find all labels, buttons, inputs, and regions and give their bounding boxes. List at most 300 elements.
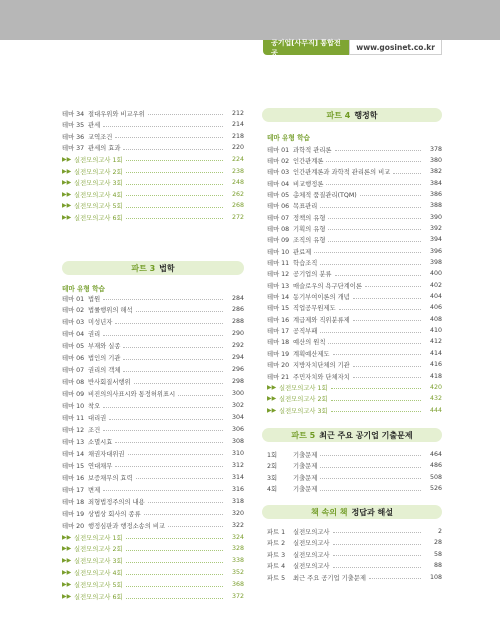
entry-title: 비교행정론 — [293, 180, 324, 188]
entry-leader — [320, 332, 421, 333]
entry-leader — [328, 241, 421, 242]
entry-leader — [365, 286, 421, 287]
entry-page: 412 — [429, 338, 442, 346]
toc-entry — [267, 269, 442, 279]
entry-code: 테마 36 — [62, 133, 85, 141]
toc-entry — [267, 246, 442, 256]
entry-title: 부재와 실종 — [88, 343, 121, 351]
entry-code: 테마 16 — [267, 316, 290, 324]
entry-page: 322 — [231, 521, 244, 529]
entry-leader — [126, 195, 223, 196]
mock-exam-entry — [62, 580, 244, 590]
entry-page: 464 — [429, 450, 442, 458]
toc-entry — [62, 424, 244, 434]
entry-code: ▶▶ — [62, 202, 72, 210]
entry-code: ▶▶ — [62, 569, 72, 577]
entry-page: 310 — [231, 449, 244, 457]
entry-code: 테마 08 — [267, 225, 290, 233]
entry-title: 교역조건 — [88, 133, 113, 141]
entry-title: 관세의 효과 — [88, 145, 121, 153]
entry-page: 284 — [231, 294, 244, 302]
entry-leader — [123, 371, 223, 372]
toc-entry — [62, 520, 244, 530]
entry-page: 420 — [429, 383, 442, 391]
entry-title: 기출문제 — [293, 474, 318, 482]
entry-page: 248 — [231, 179, 244, 187]
entry-page: 108 — [429, 573, 442, 581]
entry-title: 조직의 유형 — [293, 237, 326, 245]
entry-leader — [178, 395, 223, 396]
entry-title: 죄형법정주의의 내용 — [88, 498, 145, 506]
entry-page: 404 — [429, 293, 442, 301]
entry-code: 테마 11 — [267, 260, 290, 267]
entry-title: 관료제 — [293, 248, 312, 256]
entry-code: 파트 4 — [267, 563, 286, 570]
entry-code: 테마 02 — [62, 307, 85, 315]
entry-code: 테마 20 — [62, 522, 85, 530]
toc-entry — [267, 235, 442, 245]
toc-entry — [62, 329, 244, 339]
entry-leader — [126, 586, 223, 587]
entry-leader — [328, 218, 421, 219]
entry-title: 대리권 — [88, 415, 107, 422]
entry-page: 302 — [231, 402, 244, 410]
entry-leader — [148, 502, 223, 503]
entry-title: 권리의 객체 — [88, 367, 121, 375]
part5-heading: 파트 5 최근 주요 공기업 기출문제 — [262, 428, 442, 442]
toc-entry — [62, 484, 244, 494]
entry-page: 294 — [231, 354, 244, 362]
entry-code: 테마 12 — [62, 426, 85, 434]
header-badge — [263, 40, 442, 55]
toc-entry — [62, 131, 244, 141]
entry-title: 실전모의고사 1회 — [279, 384, 328, 392]
entry-leader — [320, 490, 421, 491]
entry-page: 212 — [231, 109, 244, 117]
entry-title: 최근 주요 공기업 기출문제 — [293, 574, 366, 582]
entry-title: 연대채무 — [88, 462, 113, 470]
entry-leader — [360, 195, 421, 196]
toc-entry — [62, 496, 244, 506]
entry-leader — [339, 309, 421, 310]
entry-title: 주민자치와 단체자치 — [293, 373, 350, 381]
entry-page: 272 — [231, 213, 244, 221]
entry-code: 테마 18 — [267, 339, 290, 347]
toc-entry — [267, 360, 442, 370]
toc-entry — [267, 484, 442, 494]
mock-exam-entry — [62, 189, 244, 199]
entry-title: 공직부패 — [293, 328, 318, 336]
entry-leader — [103, 335, 223, 336]
entry-title: 실전모의고사 — [293, 540, 330, 547]
entry-code: 테마 20 — [267, 362, 290, 370]
entry-page: 262 — [231, 190, 244, 198]
entry-title: 목표관리 — [293, 203, 318, 211]
entry-title: 채권자대위권 — [88, 450, 125, 458]
entry-code: 테마 14 — [62, 450, 85, 458]
toc-entry — [267, 461, 442, 471]
entry-leader — [333, 544, 422, 545]
toc-entry — [267, 572, 442, 582]
entry-page: 418 — [429, 372, 442, 380]
mock-exam-entry — [267, 394, 442, 404]
mock-exam-entry — [62, 201, 244, 211]
entry-page: 304 — [231, 414, 244, 421]
entry-title: 반사회질서행위 — [88, 379, 131, 387]
entry-leader — [148, 114, 223, 115]
entry-leader — [103, 126, 223, 127]
mock-exam-entry — [62, 592, 244, 602]
entry-leader — [168, 526, 223, 527]
entry-page: 290 — [231, 330, 244, 338]
entry-leader — [331, 411, 421, 412]
entry-title: 실전모의고사 3회 — [74, 180, 123, 188]
entry-code: 테마 03 — [62, 319, 85, 327]
top-band — [0, 0, 500, 40]
entry-leader — [109, 419, 223, 420]
entry-page: 526 — [429, 485, 442, 492]
entry-code: 테마 07 — [62, 367, 85, 375]
entry-code: ▶▶ — [62, 190, 72, 198]
entry-title: 실전모의고사 — [293, 528, 330, 536]
entry-leader — [128, 454, 224, 455]
entry-leader — [320, 467, 421, 468]
entry-code: 테마 03 — [267, 169, 290, 177]
toc-entry — [267, 201, 442, 211]
part4-subheading: 테마 유형 학습 — [267, 134, 310, 142]
answers-heading: 책 속의 책 정답과 해설 — [262, 505, 442, 519]
entry-page: 268 — [231, 202, 244, 210]
entry-leader — [126, 207, 223, 208]
entry-page: 398 — [429, 259, 442, 266]
entry-leader — [353, 298, 421, 299]
toc-entry — [62, 120, 244, 130]
entry-title: 기출문제 — [293, 486, 318, 493]
entry-leader — [369, 578, 421, 579]
entry-title: 절대우위와 비교우위 — [88, 110, 145, 118]
entry-page: 400 — [429, 270, 442, 278]
entry-code: 3회 — [267, 474, 278, 482]
entry-code: 테마 10 — [267, 248, 290, 256]
entry-leader — [333, 555, 422, 556]
entry-title: 실전모의고사 2회 — [279, 396, 328, 404]
entry-leader — [353, 320, 421, 321]
entry-code: 파트 5 — [267, 574, 286, 582]
entry-page: 214 — [231, 121, 244, 129]
toc-entry — [62, 377, 244, 387]
entry-leader — [103, 299, 223, 300]
entry-title: 법원 — [88, 295, 101, 303]
entry-title: 실전모의고사 — [293, 563, 330, 570]
entry-page: 368 — [231, 581, 244, 589]
mock-exam-entry — [62, 212, 244, 222]
entry-code: 테마 35 — [62, 122, 85, 130]
toc-entry — [267, 348, 442, 358]
entry-page: 58 — [433, 550, 442, 558]
entry-title: 실전모의고사 5회 — [74, 203, 123, 211]
entry-code: 테마 19 — [267, 350, 290, 358]
entry-leader — [328, 229, 421, 230]
entry-leader — [320, 207, 421, 208]
toc-entry — [267, 167, 442, 177]
entry-leader — [335, 275, 422, 276]
entry-leader — [126, 550, 223, 551]
entry-code: ▶▶ — [62, 167, 72, 175]
entry-page: 286 — [231, 306, 244, 314]
entry-leader — [353, 377, 421, 378]
entry-title: 조건 — [88, 426, 101, 434]
entry-code: 테마 34 — [62, 110, 85, 118]
entry-title: 실전모의고사 3회 — [74, 558, 123, 566]
entry-title: 총체적 품질관리(TQM) — [293, 191, 357, 199]
entry-page: 352 — [231, 569, 244, 577]
entry-code: 테마 05 — [62, 343, 85, 351]
entry-leader — [136, 478, 223, 479]
toc-entry — [267, 561, 442, 571]
entry-title: 실전모의고사 1회 — [74, 156, 123, 164]
entry-leader — [126, 184, 223, 185]
toc-entry — [62, 293, 244, 303]
toc-entry — [62, 389, 244, 399]
entry-leader — [103, 490, 223, 491]
entry-leader — [393, 173, 421, 174]
entry-code: 테마 37 — [62, 145, 85, 153]
entry-page: 28 — [433, 539, 442, 546]
entry-leader — [123, 149, 223, 150]
entry-leader — [144, 514, 223, 515]
entry-page: 220 — [231, 144, 244, 152]
entry-code: 테마 01 — [62, 295, 85, 303]
entry-page: 328 — [231, 545, 244, 553]
entry-page: 402 — [429, 281, 442, 289]
toc-entry — [267, 371, 442, 381]
toc-entry — [267, 178, 442, 188]
entry-page: 88 — [433, 562, 442, 569]
toc-entry — [267, 538, 442, 548]
entry-leader — [103, 407, 223, 408]
entry-title: 공기업의 분류 — [293, 271, 332, 279]
entry-code: 테마 17 — [62, 486, 85, 494]
entry-code: 파트 2 — [267, 540, 286, 547]
entry-page: 372 — [231, 593, 244, 601]
entry-title: 직업공무원제도 — [293, 305, 336, 313]
entry-title: 실전모의고사 4회 — [74, 570, 123, 578]
entry-title: 변제 — [88, 486, 101, 494]
entry-code: 테마 04 — [62, 331, 85, 339]
entry-leader — [115, 442, 223, 443]
entry-page: 392 — [429, 224, 442, 232]
entry-code: 테마 13 — [62, 438, 85, 446]
entry-code: ▶▶ — [62, 581, 72, 589]
entry-page: 410 — [429, 327, 442, 335]
entry-code: ▶▶ — [62, 545, 72, 553]
entry-leader — [126, 598, 223, 599]
entry-page: 432 — [429, 395, 442, 403]
toc-entry — [62, 460, 244, 470]
toc-entry — [62, 472, 244, 482]
entry-page: 390 — [429, 213, 442, 221]
entry-title: 기출문제 — [293, 451, 318, 459]
entry-page: 2 — [437, 527, 442, 535]
entry-leader — [353, 366, 421, 367]
mock-exam-entry — [267, 405, 442, 415]
entry-title: 기획의 유형 — [293, 225, 326, 233]
entry-title: 인간관계론 — [293, 157, 324, 165]
entry-code: 테마 15 — [62, 462, 85, 470]
entry-title: 과학적 관리론 — [293, 146, 332, 154]
entry-code: 테마 13 — [267, 282, 290, 290]
entry-code: 테마 10 — [62, 403, 85, 411]
mock-exam-entry — [62, 166, 244, 176]
entry-title: 비진의의사표시와 통정허위표시 — [88, 391, 176, 399]
entry-code: 파트 1 — [267, 528, 286, 536]
entry-code: ▶▶ — [62, 557, 72, 565]
toc-entry — [267, 472, 442, 482]
entry-leader — [328, 343, 421, 344]
mock-exam-entry — [62, 568, 244, 578]
entry-title: 보증채무의 효력 — [88, 474, 133, 482]
entry-page: 296 — [231, 366, 244, 374]
entry-code: 테마 07 — [267, 214, 290, 222]
entry-page: 416 — [429, 361, 442, 369]
entry-page: 338 — [231, 557, 244, 565]
entry-leader — [126, 172, 223, 173]
entry-code: ▶▶ — [62, 533, 72, 541]
toc-entry — [267, 449, 442, 459]
toc-entry — [62, 353, 244, 363]
entry-title: 실전모의고사 3회 — [279, 407, 328, 415]
toc-entry — [267, 314, 442, 324]
entry-title: 소멸시효 — [88, 438, 113, 446]
toc-entry — [267, 280, 442, 290]
entry-page: 318 — [231, 497, 244, 505]
entry-leader — [126, 562, 223, 563]
entry-leader — [115, 323, 223, 324]
entry-code: 파트 3 — [267, 551, 286, 559]
entry-page: 314 — [231, 473, 244, 481]
entry-page: 308 — [231, 437, 244, 445]
toc-entry — [267, 258, 442, 268]
entry-leader — [320, 455, 421, 456]
entry-page: 300 — [231, 390, 244, 398]
entry-leader — [335, 150, 422, 151]
entry-leader — [126, 574, 223, 575]
entry-leader — [331, 400, 421, 401]
entry-code: 테마 01 — [267, 146, 290, 154]
entry-leader — [326, 161, 421, 162]
toc-entry — [62, 413, 244, 423]
book-label: 공기업[사무직] 통합전공 — [263, 40, 349, 55]
entry-page: 378 — [429, 145, 442, 153]
entry-code: 2회 — [267, 463, 278, 470]
entry-code: 테마 02 — [267, 157, 290, 165]
entry-page: 394 — [429, 236, 442, 244]
entry-code: ▶▶ — [62, 155, 72, 163]
entry-leader — [134, 383, 223, 384]
entry-title: 매슬로우의 욕구단계이론 — [293, 282, 362, 290]
entry-title: 상법상 회사의 종류 — [88, 510, 141, 518]
entry-page: 218 — [231, 132, 244, 140]
entry-code: 테마 06 — [62, 355, 85, 363]
entry-leader — [320, 478, 421, 479]
entry-code: 테마 21 — [267, 373, 290, 381]
entry-page: 388 — [429, 202, 442, 210]
entry-leader — [331, 388, 421, 389]
entry-code: ▶▶ — [267, 395, 277, 403]
entry-page: 396 — [429, 247, 442, 255]
toc-entry — [267, 144, 442, 154]
entry-title: 실전모의고사 6회 — [74, 214, 123, 222]
entry-page: 288 — [231, 318, 244, 326]
part4-heading: 파트 4 행정학 — [262, 108, 442, 122]
toc-entry — [62, 401, 244, 411]
entry-page: 238 — [231, 167, 244, 175]
entry-title: 법인의 기관 — [88, 355, 121, 363]
toc-entry — [62, 143, 244, 153]
toc-entry — [62, 317, 244, 327]
entry-code: 테마 14 — [267, 294, 290, 302]
entry-code: 테마 18 — [62, 498, 85, 506]
toc-entry — [62, 108, 244, 118]
entry-leader — [136, 311, 223, 312]
entry-page: 384 — [429, 179, 442, 187]
entry-page: 406 — [429, 304, 442, 312]
entry-code: 테마 09 — [62, 391, 85, 399]
entry-page: 224 — [231, 155, 244, 163]
entry-page: 508 — [429, 473, 442, 481]
entry-code: 테마 11 — [62, 415, 85, 422]
entry-title: 예산의 원칙 — [293, 339, 326, 347]
toc-entry — [62, 436, 244, 446]
toc-entry — [267, 155, 442, 165]
toc-entry — [267, 223, 442, 233]
site-url: www.gosinet.co.kr — [349, 40, 442, 55]
entry-title: 기출문제 — [293, 463, 318, 470]
entry-code: 테마 19 — [62, 510, 85, 518]
entry-code: 테마 04 — [267, 180, 290, 188]
toc-entry — [62, 365, 244, 375]
entry-title: 법률행위의 해석 — [88, 307, 133, 315]
toc-entry — [267, 189, 442, 199]
entry-title: 관세 — [88, 122, 101, 130]
entry-page: 312 — [231, 461, 244, 469]
entry-leader — [115, 137, 223, 138]
entry-leader — [333, 354, 422, 355]
entry-code: 테마 12 — [267, 271, 290, 279]
entry-code: 테마 08 — [62, 379, 85, 387]
mock-exam-entry — [62, 556, 244, 566]
entry-leader — [123, 359, 223, 360]
entry-title: 착오 — [88, 403, 101, 411]
entry-page: 306 — [231, 425, 244, 433]
mock-exam-entry — [62, 532, 244, 542]
entry-page: 414 — [429, 349, 442, 357]
entry-title: 정책의 유형 — [293, 214, 326, 222]
toc-entry — [62, 305, 244, 315]
entry-code: 1회 — [267, 451, 278, 459]
entry-code: 테마 05 — [267, 191, 290, 199]
toc-entry — [267, 292, 442, 302]
entry-code: 테마 06 — [267, 203, 290, 211]
entry-leader — [320, 264, 421, 265]
entry-page: 292 — [231, 342, 244, 350]
entry-page: 444 — [429, 406, 442, 414]
entry-code: ▶▶ — [62, 593, 72, 601]
entry-leader — [123, 347, 223, 348]
entry-leader — [126, 538, 223, 539]
entry-title: 실전모의고사 2회 — [74, 168, 123, 176]
toc-entry — [62, 448, 244, 458]
